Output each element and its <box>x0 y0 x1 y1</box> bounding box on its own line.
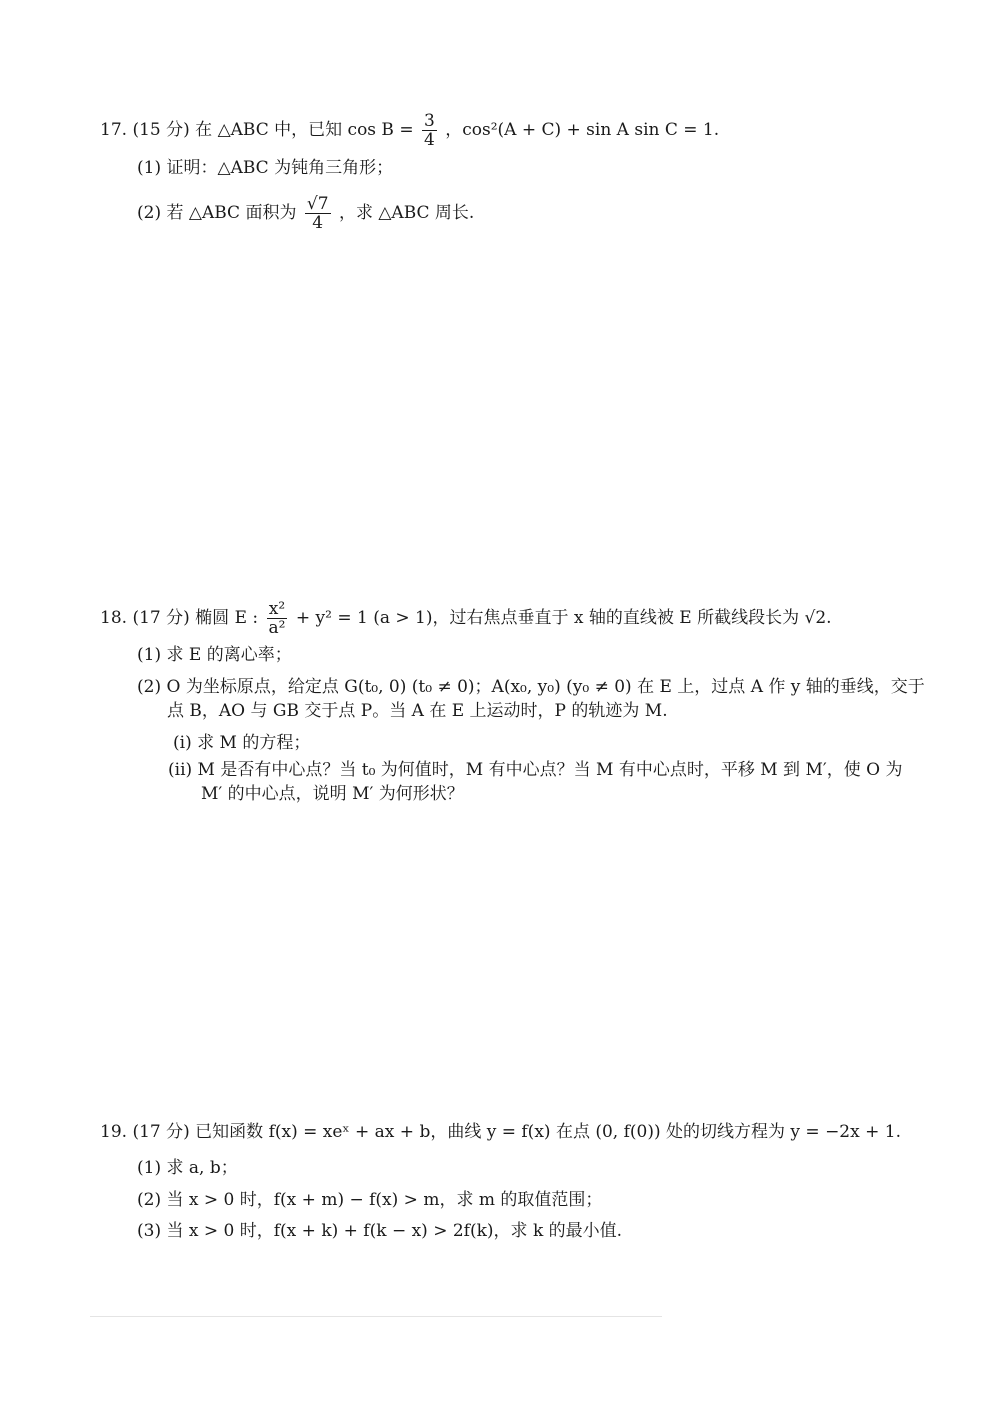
part-text: 当 x > 0 时，f(x + k) + f(k − x) > 2f(k)，求 k 的最小值. <box>166 1221 623 1241</box>
question-18-subpart-ii-continued <box>201 782 464 806</box>
question-number: 17. <box>100 120 128 140</box>
fraction <box>422 112 437 149</box>
fraction-numerator: √7 <box>306 194 329 214</box>
question-19-part-2 <box>137 1188 602 1212</box>
question-points: (17 分) <box>132 1122 190 1142</box>
part-text: 求 a, b； <box>166 1158 238 1178</box>
part-label: (1) <box>137 1158 162 1178</box>
question-text: 椭圆 E : <box>195 608 259 628</box>
question-17-stem <box>100 112 719 149</box>
part-text: ，求 △ABC 周长. <box>338 203 475 223</box>
part-label: (2) <box>137 1190 162 1210</box>
question-18-subpart-i <box>173 731 310 755</box>
part-text: 证明：△ABC 为钝角三角形； <box>166 158 394 178</box>
part-text: 若 △ABC 面积为 <box>166 203 297 223</box>
question-18-part-2 <box>137 675 925 699</box>
question-points: (15 分) <box>132 120 190 140</box>
subpart-text: 求 M 的方程； <box>197 733 311 753</box>
question-19-part-3 <box>137 1219 622 1243</box>
question-text: 已知函数 f(x) = xeˣ + ax + b，曲线 y = f(x) 在点 (0, f(0)) 处的切线方程为 y = −2x + 1. <box>195 1122 901 1142</box>
part-text: 当 x > 0 时，f(x + m) − f(x) > m，求 m 的取值范围； <box>166 1190 603 1210</box>
question-number: 19. <box>100 1122 128 1142</box>
part-label: (2) <box>137 677 162 697</box>
question-number: 18. <box>100 608 128 628</box>
part-text: 求 E 的离心率； <box>166 645 292 665</box>
fraction <box>305 195 331 232</box>
fraction-denominator: a² <box>268 618 286 638</box>
fraction-numerator: x² <box>267 600 288 619</box>
part-label: (1) <box>137 158 162 178</box>
question-text: 在 △ABC 中，已知 cos B = <box>195 120 414 140</box>
divider <box>90 1316 662 1317</box>
question-19-stem <box>100 1120 901 1144</box>
part-label: (1) <box>137 645 162 665</box>
part-text: 点 B，AO 与 GB 交于点 P。当 A 在 E 上运动时，P 的轨迹为 M. <box>167 701 668 721</box>
fraction-denominator: 4 <box>423 130 435 150</box>
question-18-part-2-continued <box>167 699 668 723</box>
question-text: ，cos²(A + C) + sin A sin C = 1. <box>445 120 720 140</box>
part-text: O 为坐标原点，给定点 G(t₀, 0) (t₀ ≠ 0)；A(x₀, y₀) (y₀ ≠ 0) 在 E 上，过点 A 作 y 轴的垂线，交于 <box>166 677 925 697</box>
question-17-part-2 <box>137 195 474 232</box>
subpart-label: (ii) <box>168 760 193 780</box>
question-points: (17 分) <box>132 608 190 628</box>
subpart-text: M′ 的中心点，说明 M′ 为何形状？ <box>201 784 464 804</box>
part-label: (2) <box>137 203 162 223</box>
question-18-part-1 <box>137 643 292 667</box>
subpart-label: (i) <box>173 733 192 753</box>
question-18-stem <box>100 600 832 637</box>
fraction-denominator: 4 <box>312 213 324 233</box>
subpart-text: M 是否有中心点？当 t₀ 为何值时，M 有中心点？当 M 有中心点时，平移 M 到 M′，使 O 为 <box>197 760 903 780</box>
fraction <box>267 600 288 637</box>
part-label: (3) <box>137 1221 162 1241</box>
question-17-part-1 <box>137 156 393 180</box>
question-text: + y² = 1 (a > 1)，过右焦点垂直于 x 轴的直线被 E 所截线段长为 √2. <box>295 608 832 628</box>
question-19-part-1 <box>137 1156 238 1180</box>
question-18-subpart-ii <box>168 758 902 782</box>
fraction-numerator: 3 <box>423 111 435 131</box>
